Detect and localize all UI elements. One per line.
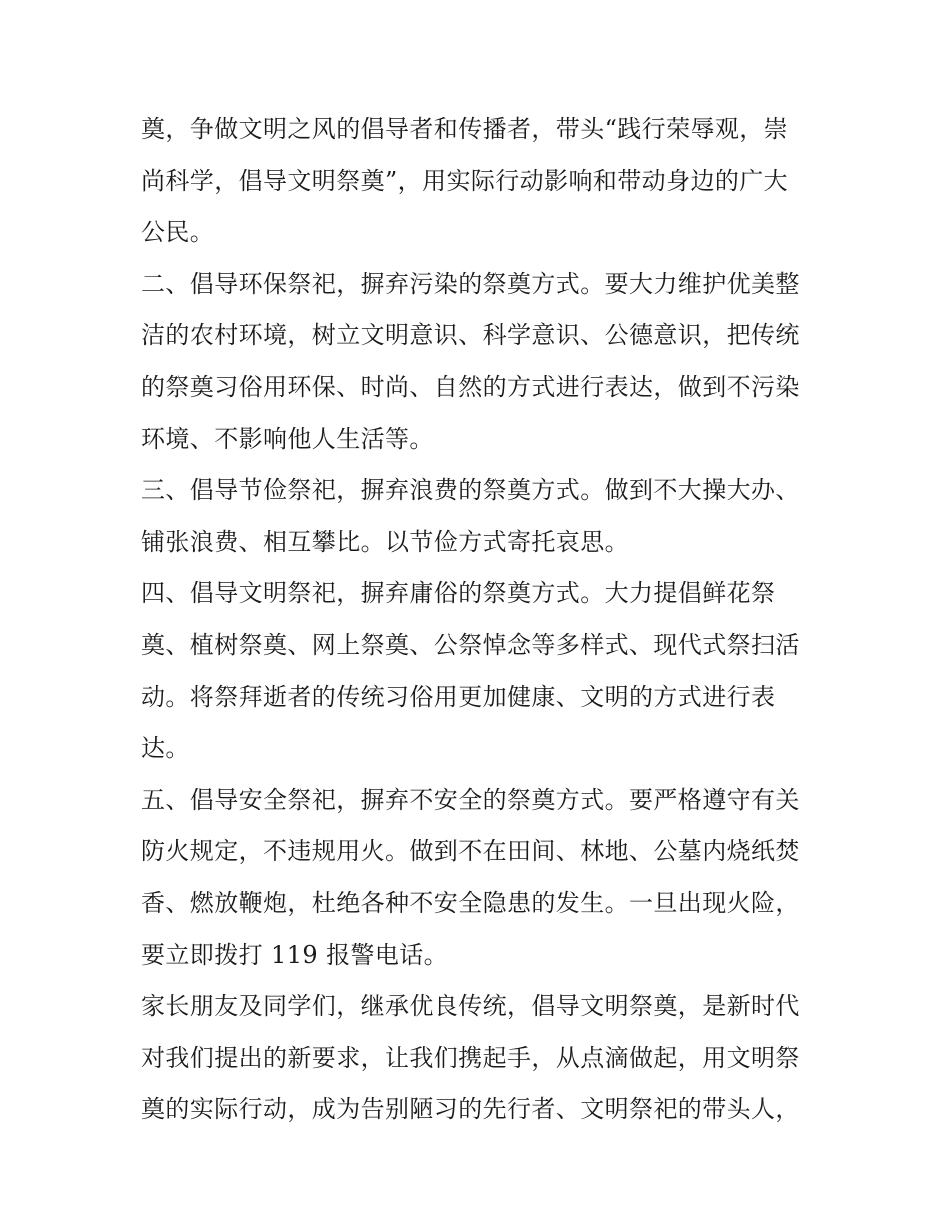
text-line: 达。 — [141, 734, 190, 763]
text-line: 奠、植树祭奠、网上祭奠、公祭悼念等多样式、现代式祭扫活 — [141, 630, 800, 659]
text-line: 香、燃放鞭炮，杜绝各种不安全隐患的发生。一旦出现火险， — [141, 888, 800, 917]
text-line: 对我们提出的新要求，让我们携起手，从点滴做起，用文明祭 — [141, 1043, 800, 1072]
text-line: 的祭奠习俗用环保、时尚、自然的方式进行表达，做到不污染 — [141, 372, 800, 401]
text-line: 四、倡导文明祭祀，摒弃庸俗的祭奠方式。大力提倡鲜花祭 — [141, 579, 776, 608]
text-line: 动。将祭拜逝者的传统习俗用更加健康、文明的方式进行表 — [141, 682, 776, 711]
text-line: 洁的农村环境，树立文明意识、科学意识、公德意识，把传统 — [141, 321, 800, 350]
text-line: 奠的实际行动，成为告别陋习的先行者、文明祭祀的带头人， — [141, 1095, 800, 1124]
text-line: 公民。 — [141, 218, 215, 247]
text-line: 铺张浪费、相互攀比。以节俭方式寄托哀思。 — [141, 527, 629, 556]
document-body — [141, 104, 821, 1136]
text-line: 五、倡导安全祭祀，摒弃不安全的祭奠方式。要严格遵守有关 — [141, 785, 800, 814]
text-line: 家长朋友及同学们，继承优良传统，倡导文明祭奠，是新时代 — [141, 992, 800, 1021]
text-line: 要立即拨打 119 报警电话。 — [141, 940, 449, 969]
text-line: 防火规定，不违规用火。做到不在田间、林地、公墓内烧纸焚 — [141, 837, 800, 866]
text-line: 奠，争做文明之风的倡导者和传播者，带头“践行荣辱观，崇 — [141, 115, 789, 143]
text-line: 二、倡导环保祭祀，摒弃污染的祭奠方式。要大力维护优美整 — [141, 269, 800, 298]
text-line: 尚科学，倡导文明祭奠”，用实际行动影响和带动身边的广大 — [141, 166, 789, 195]
text-line: 环境、不影响他人生活等。 — [141, 424, 434, 453]
text-line: 三、倡导节俭祭祀，摒弃浪费的祭奠方式。做到不大操大办、 — [141, 476, 800, 505]
